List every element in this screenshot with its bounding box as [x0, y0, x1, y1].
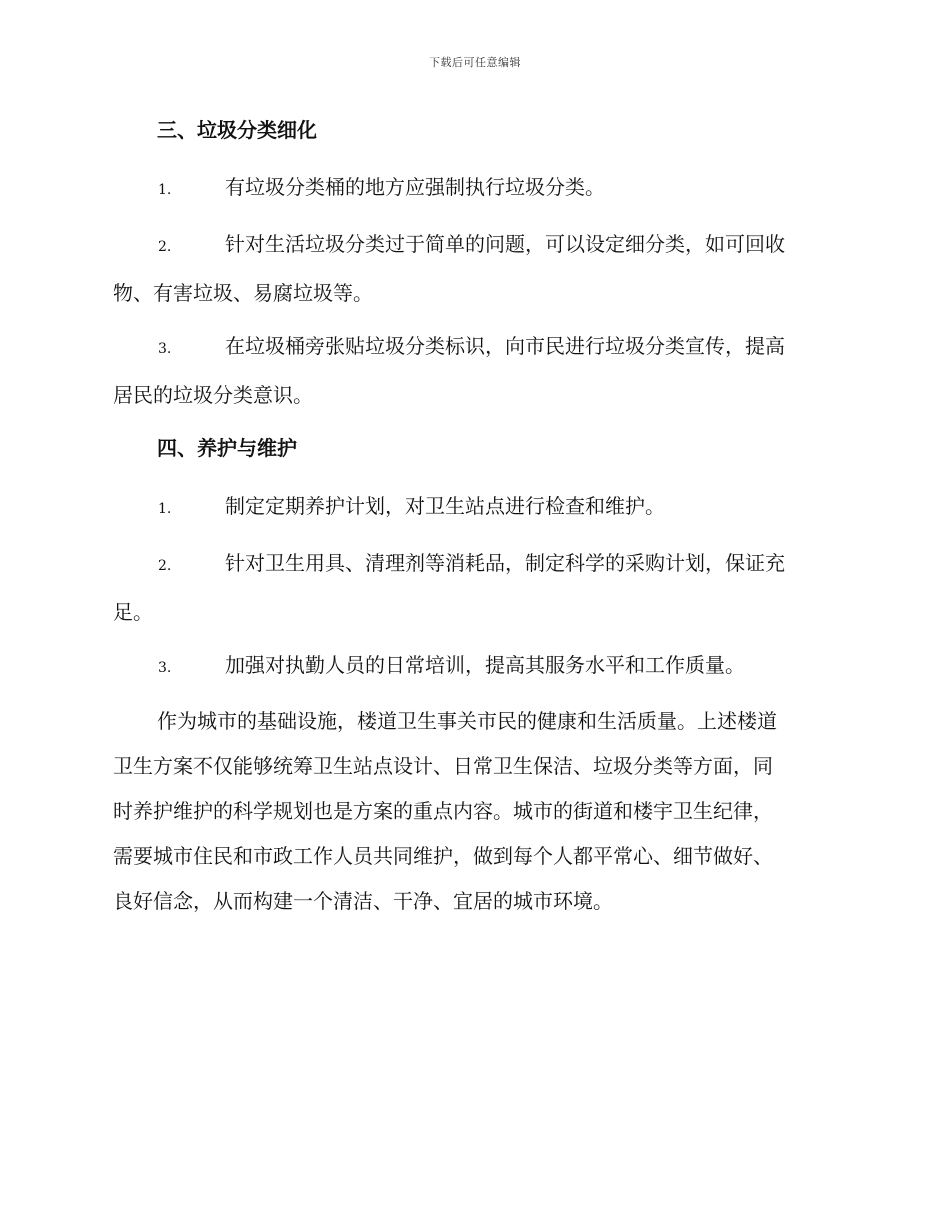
- list-item-text: 加强对执勤人员的日常培训，提高其服务水平和工作质量。: [225, 653, 745, 677]
- paragraph-line: 良好信念，从而构建一个清洁、干净、宜居的城市环境。: [113, 889, 613, 913]
- list-item-number: 2.: [158, 239, 172, 255]
- conclusion-paragraph: [113, 699, 835, 924]
- list-item-number: 3.: [158, 660, 172, 676]
- list-item-continuation: 居民的垃圾分类意识。: [113, 383, 313, 407]
- list-item-continuation: 足。: [113, 600, 153, 624]
- list-item-text: 针对生活垃圾分类过于简单的问题，可以设定细分类，如可回收: [225, 232, 785, 256]
- list-item-number: 1.: [158, 182, 172, 198]
- paragraph-line: 卫生方案不仅能够统筹卫生站点设计、日常卫生保洁、垃圾分类等方面，同: [113, 754, 773, 778]
- list-item: [113, 642, 835, 691]
- section-heading-maintenance: 四、养护与维护: [157, 436, 297, 460]
- list-item-number: 3.: [158, 341, 172, 357]
- list-item: [113, 540, 835, 635]
- paragraph-line: 需要城市住民和市政工作人员共同维护，做到每个人都平常心、细节做好、: [113, 844, 773, 868]
- list-item-continuation: 物、有害垃圾、易腐垃圾等。: [113, 281, 373, 305]
- list-item: [113, 164, 835, 213]
- page-header: 下载后可任意编辑: [429, 56, 521, 69]
- list-item: [113, 483, 835, 532]
- list-item-text: 制定定期养护计划，对卫生站点进行检查和维护。: [225, 494, 665, 518]
- section-heading-garbage-classification: 三、垃圾分类细化: [157, 118, 317, 142]
- list-item-text: 针对卫生用具、清理剂等消耗品，制定科学的采购计划，保证充: [225, 551, 785, 575]
- paragraph-line: 时养护维护的科学规划也是方案的重点内容。城市的街道和楼宇卫生纪律，: [113, 799, 773, 823]
- paragraph-line: 作为城市的基础设施，楼道卫生事关市民的健康和生活质量。上述楼道: [157, 709, 777, 733]
- list-item: [113, 323, 835, 418]
- list-item-text: 有垃圾分类桶的地方应强制执行垃圾分类。: [225, 175, 605, 199]
- list-item: [113, 221, 835, 316]
- list-item-number: 2.: [158, 558, 172, 574]
- list-item-number: 1.: [158, 501, 172, 517]
- list-item-text: 在垃圾桶旁张贴垃圾分类标识，向市民进行垃圾分类宣传，提高: [225, 334, 785, 358]
